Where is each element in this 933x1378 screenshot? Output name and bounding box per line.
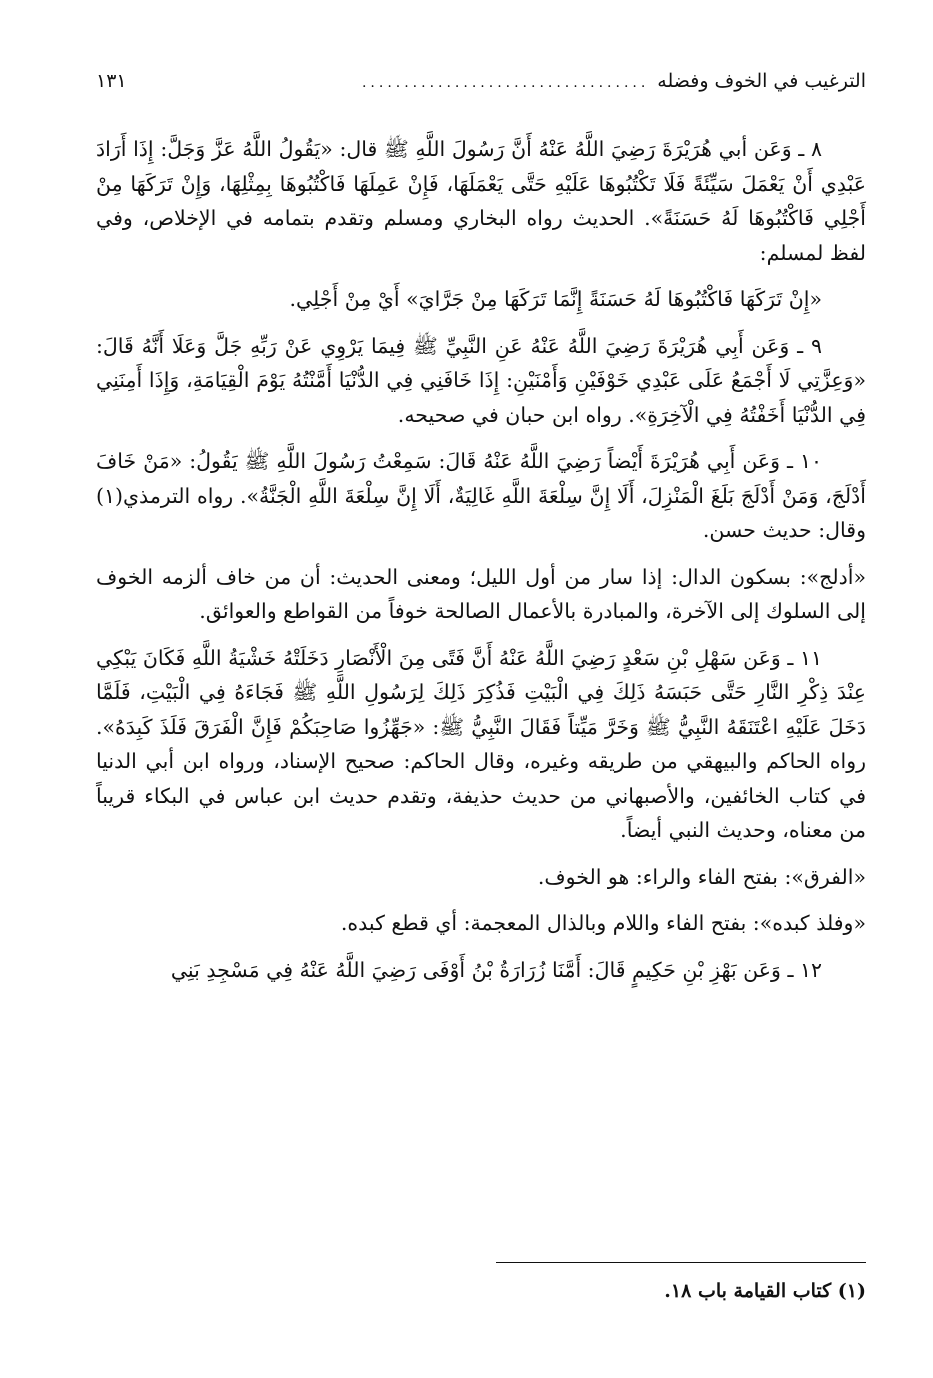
muslim-wording: «إِنْ تَرَكَهَا فَاكْتُبُوهَا لَهُ حَسَنَةً إِنَّمَا تَرَكَهَا مِنْ جَرَّايَ» أَيْ مِنْ أَجْلِي. xyxy=(289,287,822,311)
gloss-faraq: «الفرق»: بفتح الفاء والراء: هو الخوف. xyxy=(537,864,866,889)
page-body xyxy=(96,132,866,987)
page-number: ١٣١ xyxy=(96,70,127,92)
footnote: (١) كتاب القيامة باب ١٨. xyxy=(664,1280,866,1302)
hadith-10: ١٠ ـ وَعَن أَبِي هُرَيْرَةَ أَيْضاً رَضِيَ اللَّهُ عَنْهُ قَالَ: سَمِعْتُ رَسُولَ اللَّهِ ﷺ يَقُولُ: «مَنْ خَافَ أَدْلَجَ، وَمَنْ أَدْلَجَ بَلَغَ الْمَنْزِلَ، أَلَا إِنَّ سِلْعَةَ اللَّهِ غَالِيَةٌ، أَلَا إِنَّ سِلْعَةَ اللَّهِ الْجَنَّةُ». رواه الترمذي(١) وقال: حديث حسن. xyxy=(96,449,866,542)
chapter-title: الترغيب في الخوف وفضله xyxy=(657,70,866,92)
running-header xyxy=(96,70,866,110)
gloss-falaza: «وفلذ كبده»: بفتح الفاء واللام وبالذال المعجمة: أي قطع كبده. xyxy=(340,911,866,935)
hadith-12: ١٢ ـ وَعَن بَهْزِ بْنِ حَكِيمٍ قَالَ: أَمَّنَا زُرَارَةُ بْنُ أَوْفَى رَضِيَ اللَّهُ عَنْهُ فِي مَسْجِدِ بَنِي xyxy=(170,957,822,982)
gloss-adlaja: «أدلج»: بسكون الدال: إذا سار من أول الليل؛ ومعنى الحديث: أن من خاف ألزمه الخوف إلى السلوك إلى الآخرة، والمبادرة بالأعمال الصالحة خوفاً من القواطع والعوائق. xyxy=(96,564,866,623)
dot-leader: .................................. xyxy=(361,75,650,91)
hadith-9: ٩ ـ وَعَن أَبِي هُرَيْرَةَ رَضِيَ اللَّهُ عَنْهُ عَنِ النَّبِيِّ ﷺ فِيمَا يَرْوِي عَنْ رَبِّهِ جَلَّ وَعَلَا أَنَّهُ قَالَ: «وَعِزَّتِي لَا أَجْمَعُ عَلَى عَبْدِي خَوْفَيْنِ وَأَمْنَيْنِ: إِذَا خَافَنِي فِي الدُّنْيَا أَمَّنْتُهُ يَوْمَ الْقِيَامَةِ، وَإِذَا أَمِنَنِي فِي الدُّنْيَا أَخَفْتُهُ فِي الْآخِرَةِ». رواه ابن حبان في صحيحه. xyxy=(96,333,866,427)
hadith-8: ٨ ـ وَعَن أبي هُرَيْرَةَ رَضِيَ اللَّهُ عَنْهُ أَنَّ رَسُولَ اللَّهِ ﷺ قال: «يَقُولُ اللَّهُ عَزَّ وَجَلَّ: إِذَا أَرَادَ عَبْدِي أَنْ يَعْمَلَ سَيِّئَةً فَلَا تَكْتُبُوهَا عَلَيْهِ حَتَّى يَعْمَلَهَا، فَإِنْ عَمِلَهَا فَاكْتُبُوهَا بِمِثْلِهَا، وَإِنْ تَرَكَهَا مِنْ أَجْلِي فَاكْتُبُوهَا لَهُ حَسَنَةً». الحديث رواه البخاري ومسلم وتقدم بتمامه في الإخلاص، وفي لفظ لمسلم: xyxy=(96,137,866,265)
book-page xyxy=(96,70,866,1330)
hadith-11: ١١ ـ وَعَن سَهْلِ بْنِ سَعْدٍ رَضِيَ اللَّهُ عَنْهُ أَنَّ فَتًى مِنَ الْأَنْصَارِ دَخَلَتْهُ خَشْيَةُ اللَّهِ فَكَانَ يَبْكِي عِنْدَ ذِكْرِ النَّارِ حَتَّى حَبَسَهُ ذَلِكَ فِي الْبَيْتِ فَذُكِرَ ذَلِكَ لِرَسُولِ اللَّهِ ﷺ فَجَاءَهُ فِي الْبَيْتِ، فَلَمَّا دَخَلَ عَلَيْهِ اعْتَنَقَهُ النَّبِيُّ ﷺ وَخَرَّ مَيِّتاً فَقَالَ النَّبِيُّ ﷺ: «جَهِّزُوا صَاحِبَكُمْ فَإِنَّ الْفَرَقَ فَلَذَ كَبِدَهُ». رواه الحاكم والبيهقي من طريقه وغيره، وقال الحاكم: صحيح الإسناد، ورواه ابن أبي الدنيا في كتاب الخائفين، والأصبهاني من حديث حذيفة، وتقدم حديث ابن عباس في البكاء قريباً من معناه، وحديث النبي أيضاً. xyxy=(96,645,866,842)
footnote-divider xyxy=(496,1262,866,1263)
